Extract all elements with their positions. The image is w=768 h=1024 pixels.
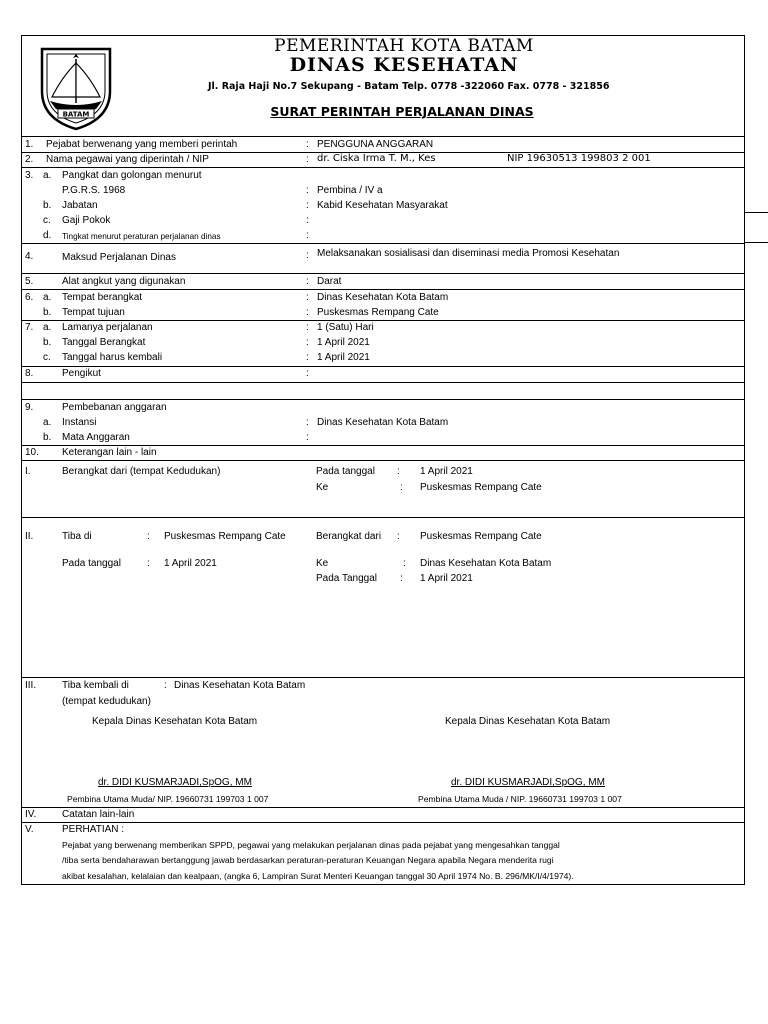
row-label: Jabatan bbox=[62, 200, 98, 211]
row-number: 8. bbox=[25, 368, 34, 379]
row-value: PENGGUNA ANGGARAN bbox=[317, 139, 434, 150]
row-label: Pejabat berwenang yang memberi perintah bbox=[46, 139, 238, 150]
departure-date: 1 April 2021 bbox=[317, 337, 370, 348]
departure-place: Dinas Kesehatan Kota Batam bbox=[317, 292, 449, 303]
colon: : bbox=[306, 230, 309, 241]
colon: : bbox=[306, 417, 309, 428]
signer-title-left: Kepala Dinas Kesehatan Kota Batam bbox=[92, 716, 258, 727]
address: Jl. Raja Haji No.7 Sekupang - Batam Telp. 0778 -322060 Fax. 0778 - 321856 bbox=[208, 81, 610, 92]
duration-value: 1 (Satu) Hari bbox=[317, 322, 374, 333]
row-label: Alat angkut yang digunakan bbox=[62, 276, 186, 287]
row-number: 2. bbox=[25, 154, 34, 165]
sub-letter: b. bbox=[43, 432, 52, 443]
row-label: Tanggal harus kembali bbox=[62, 352, 163, 363]
employee-nip: NIP 19630513 199803 2 001 bbox=[507, 153, 651, 164]
org-name: PEMERINTAH KOTA BATAM bbox=[274, 36, 534, 56]
colon: : bbox=[306, 292, 309, 303]
row-number: 3. bbox=[25, 170, 34, 181]
colon: : bbox=[306, 432, 309, 443]
position-value: Kabid Kesehatan Masyarakat bbox=[317, 200, 448, 211]
row-label: Keterangan lain - lain bbox=[62, 447, 157, 458]
row-number: 4. bbox=[25, 251, 34, 262]
signer-nip-right: Pembina Utama Muda / NIP. 19660731 199703 1 007 bbox=[418, 794, 622, 804]
colon: : bbox=[400, 573, 403, 584]
to-value: Puskesmas Rempang Cate bbox=[420, 482, 542, 493]
row-number: 7. bbox=[25, 322, 34, 333]
depart-value: Puskesmas Rempang Cate bbox=[420, 531, 542, 542]
row-label: Mata Anggaran bbox=[62, 432, 130, 443]
section-label: Tiba kembali di bbox=[62, 680, 129, 691]
row-number: 5. bbox=[25, 276, 34, 287]
agency-value: Dinas Kesehatan Kota Batam bbox=[317, 417, 449, 428]
to-label: Ke bbox=[316, 482, 329, 493]
section-label: Catatan lain-lain bbox=[62, 809, 135, 820]
employee-name: dr. Ciska Irma T. M., Kes bbox=[317, 153, 436, 164]
colon: : bbox=[306, 250, 309, 261]
section-number: I. bbox=[25, 466, 31, 477]
section-number: V. bbox=[25, 824, 34, 835]
date-value: 1 April 2021 bbox=[164, 558, 217, 569]
colon: : bbox=[306, 185, 309, 196]
colon: : bbox=[147, 558, 150, 569]
row-label: Tanggal Berangkat bbox=[62, 337, 146, 348]
signer-title-right: Kepala Dinas Kesehatan Kota Batam bbox=[445, 716, 611, 727]
document-title: SURAT PERINTAH PERJALANAN DINAS bbox=[270, 104, 534, 119]
row-label: Gaji Pokok bbox=[62, 215, 111, 226]
sub-letter: b. bbox=[43, 307, 52, 318]
to-value: Dinas Kesehatan Kota Batam bbox=[420, 558, 552, 569]
return-date: 1 April 2021 bbox=[317, 352, 370, 363]
colon: : bbox=[403, 558, 406, 569]
sub-letter: b. bbox=[43, 200, 52, 211]
to-label: Ke bbox=[316, 558, 329, 569]
section-label: Berangkat dari (tempat Kedudukan) bbox=[62, 466, 221, 477]
section-number: IV. bbox=[25, 809, 37, 820]
attention-text: akibat kesalahan, kelalaian dan kealpaan, (angka 6, Lampiran Surat Menteri Keuangan tanggal 30 April 1974 No. B. 296/MK/I/4/1974). bbox=[62, 871, 574, 881]
row-label: Tempat berangkat bbox=[62, 292, 143, 303]
section-label: PERHATIAN : bbox=[62, 824, 125, 835]
purpose-value: Melaksanakan sosialisasi dan diseminasi media Promosi Kesehatan bbox=[317, 248, 620, 259]
row-label: Tempat tujuan bbox=[62, 307, 125, 318]
date2-label: Pada Tanggal bbox=[316, 573, 377, 584]
colon: : bbox=[306, 154, 309, 165]
colon: : bbox=[306, 352, 309, 363]
page-edge-line bbox=[744, 242, 768, 243]
colon: : bbox=[397, 531, 400, 542]
row-label: Maksud Perjalanan Dinas bbox=[62, 252, 176, 263]
colon: : bbox=[306, 322, 309, 333]
date-value: 1 April 2021 bbox=[420, 466, 473, 477]
colon: : bbox=[306, 337, 309, 348]
colon: : bbox=[147, 531, 150, 542]
row-label: Instansi bbox=[62, 417, 97, 428]
letterhead bbox=[22, 36, 744, 137]
signer-name-right: dr. DIDI KUSMARJADI,SpOG, MM bbox=[451, 777, 605, 788]
row-label: P.G.R.S. 1968 bbox=[62, 185, 126, 196]
row-label: Pengikut bbox=[62, 368, 101, 379]
section-number: II. bbox=[25, 531, 34, 542]
signer-name-left: dr. DIDI KUSMARJADI,SpOG, MM bbox=[98, 777, 252, 788]
signer-nip-left: Pembina Utama Muda/ NIP. 19660731 199703 1 007 bbox=[67, 794, 269, 804]
row-label: Lamanya perjalanan bbox=[62, 322, 153, 333]
row-number: 10. bbox=[25, 447, 39, 458]
colon: : bbox=[397, 466, 400, 477]
sub-letter: c. bbox=[43, 215, 51, 226]
dept-name: DINAS KESEHATAN bbox=[289, 54, 519, 76]
row-number: 6. bbox=[25, 292, 34, 303]
date2-value: 1 April 2021 bbox=[420, 573, 473, 584]
colon: : bbox=[306, 276, 309, 287]
row-label: Tingkat menurut peraturan perjalanan dinas bbox=[62, 232, 221, 241]
section-label: (tempat kedudukan) bbox=[62, 696, 151, 707]
colon: : bbox=[164, 680, 167, 691]
colon: : bbox=[400, 482, 403, 493]
sub-letter: a. bbox=[43, 322, 52, 333]
date-label: Pada tanggal bbox=[316, 466, 375, 477]
page-edge-line bbox=[744, 212, 768, 213]
row-label: Nama pegawai yang diperintah / NIP bbox=[46, 154, 209, 165]
attention-text: /tiba serta bendaharawan bertanggung jawab berdasarkan peraturan-peraturan Keuangan Negara apabila Negara menderita rugi bbox=[62, 855, 554, 865]
sub-letter: a. bbox=[43, 170, 52, 181]
arrive-value: Puskesmas Rempang Cate bbox=[164, 531, 286, 542]
depart-label: Berangkat dari bbox=[316, 531, 382, 542]
emblem-banner-text: BATAM bbox=[62, 110, 90, 119]
colon: : bbox=[306, 215, 309, 226]
section-number: III. bbox=[25, 680, 37, 691]
colon: : bbox=[306, 139, 309, 150]
sub-letter: b. bbox=[43, 337, 52, 348]
return-place: Dinas Kesehatan Kota Batam bbox=[174, 680, 306, 691]
sub-letter: d. bbox=[43, 230, 52, 241]
sub-letter: a. bbox=[43, 292, 52, 303]
row-number: 1. bbox=[25, 139, 34, 150]
sub-letter: c. bbox=[43, 352, 51, 363]
rank-value: Pembina / IV a bbox=[317, 185, 383, 196]
arrive-label: Tiba di bbox=[62, 531, 92, 542]
row-number: 9. bbox=[25, 402, 34, 413]
attention-text: Pejabat yang berwenang memberikan SPPD, pegawai yang melakukan perjalanan dinas pada pejabat yang mengesahkan tanggal bbox=[62, 840, 560, 850]
colon: : bbox=[306, 368, 309, 379]
colon: : bbox=[306, 200, 309, 211]
spd-document bbox=[21, 35, 745, 885]
transport-value: Darat bbox=[317, 276, 342, 287]
destination-place: Puskesmas Rempang Cate bbox=[317, 307, 439, 318]
sub-letter: a. bbox=[43, 417, 52, 428]
row-label: Pembebanan anggaran bbox=[62, 402, 167, 413]
row-label: Pangkat dan golongan menurut bbox=[62, 170, 202, 181]
date-label: Pada tanggal bbox=[62, 558, 121, 569]
colon: : bbox=[306, 307, 309, 318]
